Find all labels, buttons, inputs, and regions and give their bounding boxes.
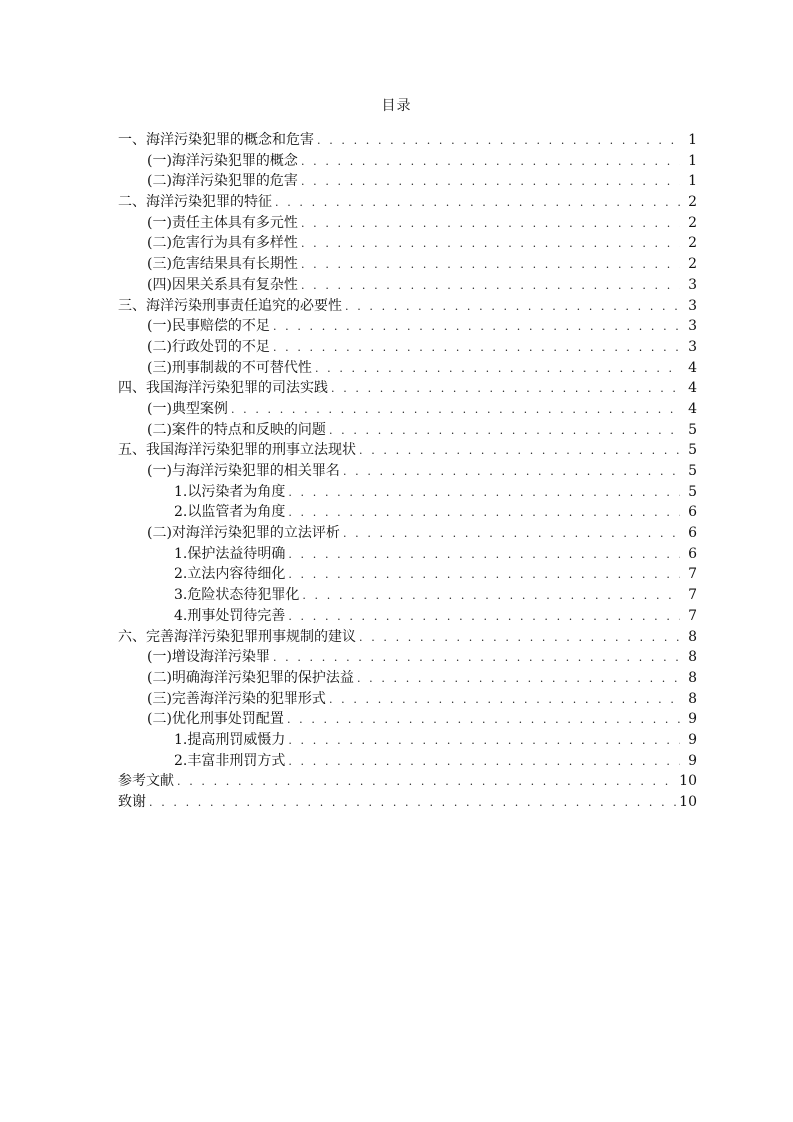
toc-leader-dots — [317, 131, 680, 152]
toc-entry-page-number: 5 — [688, 442, 697, 459]
toc-entry-page-number: 10 — [679, 773, 697, 790]
toc-entry[interactable] — [118, 233, 697, 254]
toc-title: 目录 — [381, 98, 412, 114]
toc-entry-page-number: 6 — [688, 545, 697, 562]
toc-entry-page-number: 3 — [688, 338, 697, 355]
toc-entry-text: 三、海洋污染刑事责任追究的必要性 — [118, 297, 342, 314]
toc-leader-dots — [343, 462, 680, 483]
toc-entry[interactable] — [118, 337, 697, 358]
toc-entry-page-number: 3 — [688, 318, 697, 335]
toc-entry[interactable] — [118, 316, 697, 337]
toc-entry-page-number: 8 — [688, 690, 697, 707]
toc-entry-text: 2.立法内容待细化 — [174, 566, 286, 583]
toc-entry-text: 四、我国海洋污染犯罪的司法实践 — [118, 380, 328, 397]
toc-leader-dots — [288, 545, 680, 566]
toc-entry-text: 六、完善海洋污染犯罪刑事规制的建议 — [118, 628, 356, 645]
toc-entry-page-number: 7 — [688, 587, 697, 604]
toc-entry[interactable] — [118, 544, 697, 565]
toc-entry-page-number: 7 — [688, 566, 697, 583]
toc-entry[interactable] — [118, 585, 697, 606]
toc-entry-text: 3.危险状态待犯罪化 — [174, 587, 300, 604]
toc-entry-page-number: 1 — [688, 173, 697, 190]
toc-leader-dots — [288, 752, 680, 773]
toc-entry-text: (二)优化刑事处罚配置 — [147, 711, 284, 728]
toc-leader-dots — [275, 193, 680, 214]
toc-entry[interactable] — [118, 647, 697, 668]
toc-leader-dots — [287, 710, 680, 731]
toc-entry[interactable] — [118, 296, 697, 317]
toc-leader-dots — [273, 648, 680, 669]
toc-leader-dots — [357, 669, 680, 690]
toc-entry[interactable] — [118, 751, 697, 772]
toc-entry-text: 五、我国海洋污染犯罪的刑事立法现状 — [118, 442, 356, 459]
toc-entry-text: 一、海洋污染犯罪的概念和危害 — [118, 132, 314, 148]
toc-entry-text: 致谢 — [118, 794, 146, 810]
toc-entry-page-number: 6 — [688, 525, 697, 542]
toc-entry-page-number: 8 — [688, 628, 697, 645]
toc-leader-dots — [231, 400, 680, 421]
toc-leader-dots — [301, 255, 680, 276]
toc-entry[interactable] — [118, 358, 697, 379]
toc-leader-dots — [301, 234, 680, 255]
toc-entry-page-number: 9 — [688, 752, 697, 769]
toc-entry[interactable] — [118, 792, 697, 813]
toc-leader-dots — [288, 503, 680, 524]
toc-entry[interactable] — [118, 254, 697, 275]
toc-entry-page-number: 1 — [688, 152, 697, 169]
toc-entry[interactable] — [118, 213, 697, 234]
toc-entry-text: (一)海洋污染犯罪的概念 — [147, 152, 298, 169]
toc-leader-dots — [288, 607, 680, 628]
toc-leader-dots — [273, 338, 680, 359]
toc-entry-text: (一)民事赔偿的不足 — [147, 318, 270, 335]
toc-leader-dots — [329, 421, 680, 442]
toc-leader-dots — [301, 172, 680, 193]
toc-entry-text: 1.以污染者为角度 — [174, 483, 286, 500]
toc-entry-text: (三)刑事制裁的不可替代性 — [147, 359, 312, 376]
toc-entry[interactable] — [118, 192, 697, 213]
toc-entry[interactable] — [118, 689, 697, 710]
toc-leader-dots — [288, 483, 680, 504]
toc-entry-page-number: 8 — [688, 669, 697, 686]
toc-entry[interactable] — [118, 606, 697, 627]
toc-entry-page-number: 8 — [688, 649, 697, 666]
toc-entry[interactable] — [118, 130, 697, 151]
toc-entry[interactable] — [118, 668, 697, 689]
toc-entry-page-number: 5 — [688, 421, 697, 438]
toc-entry-text: (二)海洋污染犯罪的危害 — [147, 173, 298, 190]
toc-entry-text: (二)明确海洋污染犯罪的保护法益 — [147, 669, 354, 686]
toc-entry[interactable] — [118, 420, 697, 441]
toc-entry-page-number: 9 — [688, 711, 697, 728]
toc-leader-dots — [288, 565, 680, 586]
toc-leader-dots — [301, 276, 680, 297]
toc-entry-text: (二)案件的特点和反映的问题 — [147, 421, 326, 438]
toc-entry-text: (三)危害结果具有长期性 — [147, 256, 298, 273]
toc-entry[interactable] — [118, 771, 697, 792]
toc-entry-page-number: 2 — [688, 214, 697, 231]
toc-leader-dots — [331, 379, 680, 400]
toc-entry[interactable] — [118, 440, 697, 461]
toc-entry-page-number: 5 — [688, 463, 697, 479]
toc-entry-page-number: 6 — [688, 504, 697, 521]
toc-entry-page-number: 1 — [688, 132, 697, 148]
toc-leader-dots — [288, 731, 680, 752]
toc-entry-page-number: 9 — [688, 731, 697, 748]
toc-entry[interactable] — [118, 171, 697, 192]
toc-leader-dots — [301, 214, 680, 235]
toc-leader-dots — [177, 772, 676, 793]
toc-leader-dots — [345, 297, 680, 318]
toc-leader-dots — [302, 586, 680, 607]
toc-entry-page-number: 2 — [688, 194, 697, 211]
toc-entry-page-number: 7 — [688, 607, 697, 624]
toc-entry[interactable] — [118, 709, 697, 730]
toc-entry-text: (二)对海洋污染犯罪的立法评析 — [147, 525, 340, 542]
toc-entry[interactable] — [118, 461, 697, 482]
toc-entry[interactable] — [118, 523, 697, 544]
toc-entry[interactable] — [118, 482, 697, 503]
toc-entry-text: (一)典型案例 — [147, 400, 228, 417]
toc-entry-text: (一)增设海洋污染罪 — [147, 649, 270, 666]
toc-leader-dots — [343, 524, 680, 545]
toc-entry-text: 2.以监管者为角度 — [174, 504, 286, 521]
toc-entry-text: 4.刑事处罚待完善 — [174, 607, 286, 624]
toc-entry-text: 1.提高刑罚威慑力 — [174, 731, 286, 748]
toc-entry-text: 2.丰富非刑罚方式 — [174, 752, 286, 769]
toc-leader-dots — [315, 359, 680, 380]
toc-entry-page-number: 2 — [688, 235, 697, 252]
toc-entry-page-number: 3 — [688, 276, 697, 293]
toc-leader-dots — [329, 690, 680, 711]
toc-entry-page-number: 4 — [688, 400, 697, 417]
toc-leader-dots — [301, 152, 680, 173]
toc-entry-page-number: 4 — [688, 359, 697, 376]
toc-entry[interactable] — [118, 378, 697, 399]
toc-entry-text: 二、海洋污染犯罪的特征 — [118, 194, 272, 211]
toc-entry-text: (一)与海洋污染犯罪的相关罪名 — [147, 463, 340, 479]
toc-entry-page-number: 4 — [688, 380, 697, 397]
toc-entry[interactable] — [118, 399, 697, 420]
toc-entry[interactable] — [118, 502, 697, 523]
toc-entry[interactable] — [118, 564, 697, 585]
toc-entry[interactable] — [118, 627, 697, 648]
toc-entry-text: (三)完善海洋污染的犯罪形式 — [147, 690, 326, 707]
toc-entry-text: (二)危害行为具有多样性 — [147, 235, 298, 252]
toc-entry-page-number: 3 — [688, 297, 697, 314]
toc-entry[interactable] — [118, 275, 697, 296]
toc-entry[interactable] — [118, 730, 697, 751]
toc-leader-dots — [273, 317, 680, 338]
toc-leader-dots — [359, 628, 680, 649]
toc-entry-text: (一)责任主体具有多元性 — [147, 214, 298, 231]
toc-entry-text: 1.保护法益待明确 — [174, 545, 286, 562]
table-of-contents — [118, 130, 697, 813]
toc-entry-page-number: 5 — [688, 483, 697, 500]
toc-entry-text: (四)因果关系具有复杂性 — [147, 276, 298, 293]
toc-entry[interactable] — [118, 151, 697, 172]
toc-entry-text: 参考文献 — [118, 773, 174, 790]
toc-leader-dots — [359, 441, 680, 462]
toc-entry-text: (二)行政处罚的不足 — [147, 338, 270, 355]
toc-leader-dots — [149, 793, 676, 814]
toc-entry-page-number: 10 — [679, 794, 697, 810]
toc-entry-page-number: 2 — [688, 256, 697, 273]
